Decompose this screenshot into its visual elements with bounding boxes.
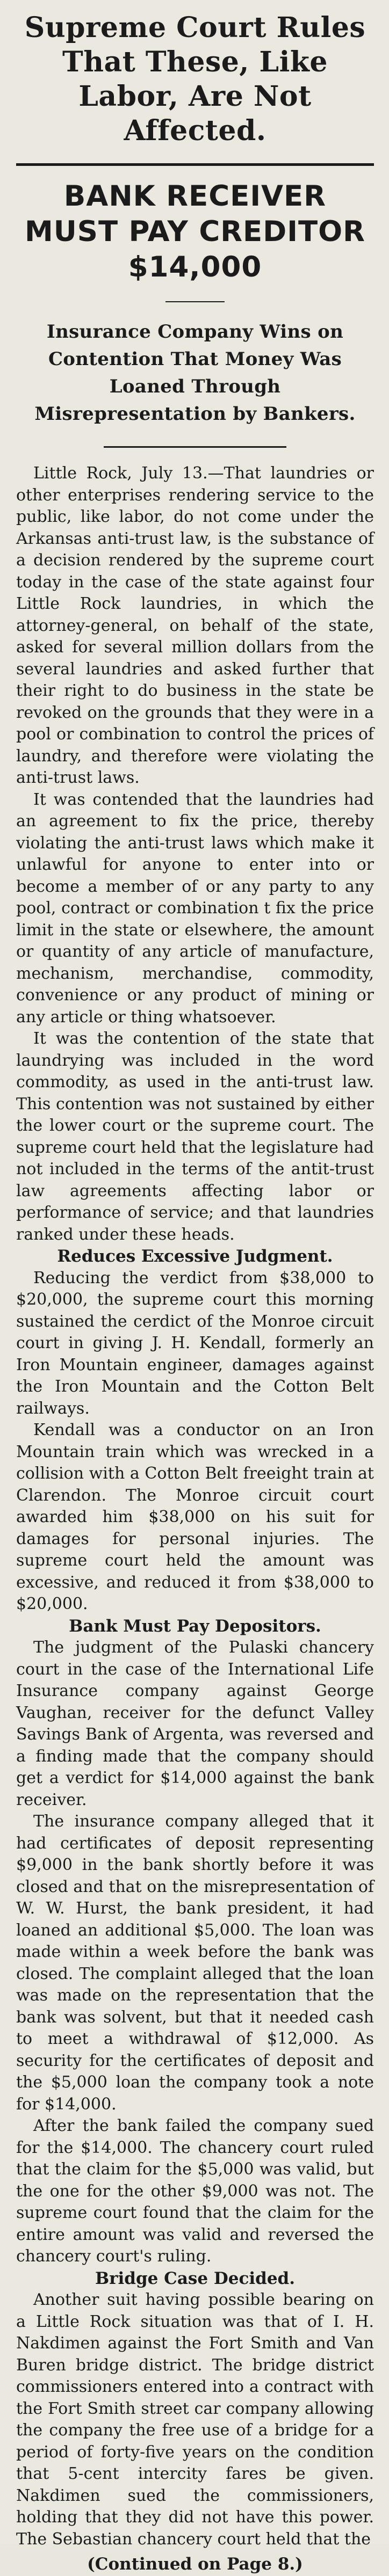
deck-subheadline: Insurance Company Wins on Contention That Money Was Loaned Through Misrepresentation by Bankers. — [34, 321, 356, 425]
paragraph-2: It was contended that the laundries had an agreement to fix the price, thereby violating the anti-trust laws which make it unlawful for anyone to enter into or become a member of or any party to any pool, contract or combination t fix the price limit in the state or elsewhere, the amount or quantity of any article of manufacture, mechanism, merchandise, commodity, convenience or any product of mining or any article or thing whatsoever. — [16, 790, 374, 1027]
paragraph-6: The judgment of the Pulaski chancery court in the case of the International Life Insurance company against George Vaughan, receiver for the defunct Valley Savings Bank of Argenta, was reversed and a finding made that the company should get a verdict for $14,000 against the bank receiver. — [16, 1638, 374, 1809]
subhead-bridge-case: Bridge Case Decided. — [95, 2268, 296, 2288]
headline-divider — [16, 163, 374, 166]
subhead-bank-must-pay: Bank Must Pay Depositors. — [69, 1616, 321, 1636]
paragraph-7: The insurance company alleged that it had certificates of deposit representing $9,000 in the bank shortly before it was closed and that on the misrepresentation of W. W. Hurst, the bank president, it had loaned an additional $5,000. The loan was made within a week before the bank was closed. The complaint alleged that the loan was made on the representation that the bank was solvent, but that it needed cash to meet a withdrawal of $12,000. As security for the certificates of deposit and the $5,000 loan the company took a note for $14,000. — [16, 1812, 374, 2114]
deck-divider-top — [165, 301, 225, 302]
paragraph-9: Another suit having possible bearing on a Little Rock situation was that of I. H. Nakdimen against the Fort Smith and Van Buren bridge district. The bridge district commissioners entered into a contract with the Fort Smith street car company allowing the company the free use of a bridge for a period of forty-five years on the condition that 5-cent intercity fares be given. Nakdimen sued the commissioners, holding that they did not have this power. The Sebastian chancery court held that the — [16, 2290, 374, 2549]
subhead-reduces-judgment: Reduces Excessive Judgment. — [57, 1247, 333, 1266]
paragraph-3: It was the contention of the state that laundrying was included in the word commodity, as used in the anti-trust law. This contention was not sustained by either the lower court or the supreme court. The supreme court held that the legislature had not included in the terms of the antit-trust law agreements affecting labor or performance of service; and that laundries ranked under these heads. — [16, 1029, 374, 1244]
continued-line: (Continued on Page 8.) — [87, 2555, 303, 2574]
article-body — [16, 463, 374, 2550]
top-headline: Supreme Court Rules That These, Like Labor, Are Not Affected. — [24, 11, 366, 147]
deck-divider-bottom — [104, 446, 286, 448]
paragraph-8: After the bank failed the company sued for the $14,000. The chancery court ruled that the claim for the $5,000 was valid, but the one for the other $9,000 was not. The supreme court found that the claim for the entire amount was valid and reversed the chancery court's ruling. — [16, 2116, 374, 2266]
main-headline: BANK RECEIVER MUST PAY CREDITOR $14,000 — [25, 180, 365, 283]
paragraph-4: Reducing the verdict from $38,000 to $20,000, the supreme court this morning sustained the cerdict of the Monroe circuit court in giving J. H. Kendall, formerly an Iron Mountain engineer, damages against the Iron Mountain and the Cotton Belt railways. — [16, 1268, 374, 1418]
paragraph-5: Kendall was a conductor on an Iron Mountain train which was wrecked in a collision with a Cotton Belt freeight train at Clarendon. The Monroe circuit court awarded him $38,000 on his suit for damages for personal injuries. The supreme court held the amount was excessive, and reduced it from $38,000 to $20,000. — [16, 1421, 374, 1613]
paragraph-1: Little Rock, July 13.—That laundries or other enterprises rendering service to the public, like labor, do not come under the Arkansas anti-trust law, is the substance of a decision rendered by the supreme court today in the case of the state against four Little Rock laundries, in which the attorney-general, on behalf of the state, asked for several million dollars from the several laundries and asked further that their right to do business in the state be revoked on the grounds that they were in a pool or combination to control the prices of laundry, and therefore were violating the anti-trust laws. — [16, 464, 374, 787]
